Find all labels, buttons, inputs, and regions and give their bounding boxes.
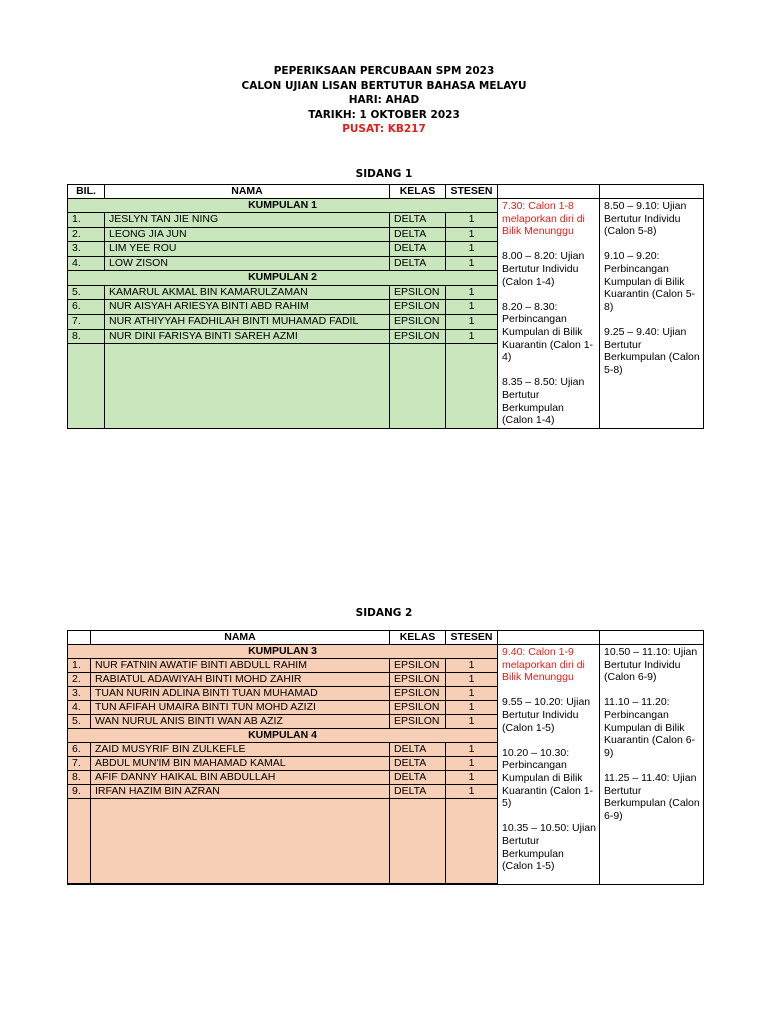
- row-stesen: 1: [446, 771, 498, 785]
- row-kelas: DELTA: [390, 771, 446, 785]
- schedule-item: 9.25 – 9.40: Ujian Bertutur Berkumpulan (Calon 5-8): [604, 325, 700, 376]
- header-kelas: KELAS: [390, 185, 446, 199]
- schedule-cell: [600, 645, 704, 885]
- row-nama: RABIATUL ADAWIYAH BINTI MOHD ZAHIR: [91, 673, 390, 687]
- row-nama: WAN NURUL ANIS BINTI WAN AB AZIZ: [91, 715, 390, 729]
- header-blank-a: [498, 185, 600, 199]
- empty-cell: [68, 343, 105, 428]
- row-bil: 1.: [68, 659, 91, 673]
- row-stesen: 1: [446, 300, 498, 315]
- row-stesen: 1: [446, 701, 498, 715]
- header-stesen: STESEN: [446, 631, 498, 645]
- row-nama: NUR DINI FARISYA BINTI SAREH AZMI: [105, 329, 390, 343]
- empty-cell: [390, 884, 446, 885]
- schedule-item: 9.55 – 10.20: Ujian Bertutur Individu (Calon 1-5): [502, 696, 591, 734]
- row-bil: 5.: [68, 285, 105, 300]
- row-bil: 1.: [68, 213, 105, 228]
- header-exam-title: PEPERIKSAAN PERCUBAAN SPM 2023: [273, 65, 495, 77]
- row-kelas: EPSILON: [390, 300, 446, 315]
- schedule-cell: [600, 199, 704, 429]
- row-bil: 5.: [68, 715, 91, 729]
- header-bil: BIL.: [68, 185, 105, 199]
- empty-cell: [446, 343, 498, 428]
- row-bil: 3.: [68, 242, 105, 257]
- row-stesen: 1: [446, 687, 498, 701]
- row-stesen: 1: [446, 213, 498, 228]
- empty-cell: [446, 884, 498, 885]
- empty-cell: [390, 343, 446, 428]
- row-nama: AFIF DANNY HAIKAL BIN ABDULLAH: [91, 771, 390, 785]
- row-nama: NUR FATNIN AWATIF BINTI ABDULL RAHIM: [91, 659, 390, 673]
- schedule-item: 7.30: Calon 1-8 melaporkan diri di Bilik Menunggu: [502, 200, 585, 238]
- row-kelas: EPSILON: [390, 701, 446, 715]
- row-stesen: 1: [446, 242, 498, 257]
- row-bil: 3.: [68, 687, 91, 701]
- row-kelas: DELTA: [390, 242, 446, 257]
- row-kelas: DELTA: [390, 256, 446, 271]
- header-blank-a: [498, 631, 600, 645]
- row-bil: 2.: [68, 673, 91, 687]
- row-kelas: EPSILON: [390, 285, 446, 300]
- row-nama: NUR AISYAH ARIESYA BINTI ABD RAHIM: [105, 300, 390, 315]
- row-stesen: 1: [446, 757, 498, 771]
- empty-cell: [105, 343, 390, 428]
- row-nama: JESLYN TAN JIE NING: [105, 213, 390, 228]
- row-bil: 4.: [68, 256, 105, 271]
- schedule-item: 10.20 – 10.30: Perbincangan Kumpulan di Bilik Kuarantin (Calon 1-5): [502, 746, 594, 810]
- row-nama: TUAN NURIN ADLINA BINTI TUAN MUHAMAD: [91, 687, 390, 701]
- row-nama: TUN AFIFAH UMAIRA BINTI TUN MOHD AZIZI: [91, 701, 390, 715]
- empty-cell: [68, 884, 91, 885]
- schedule-item: 8.20 – 8.30: Perbincangan Kumpulan di Bilik Kuarantin (Calon 1-4): [502, 300, 594, 364]
- sidang2-table: [67, 630, 704, 885]
- row-stesen: 1: [446, 227, 498, 242]
- row-nama: LIM YEE ROU: [105, 242, 390, 257]
- header-date: TARIKH: 1 OKTOBER 2023: [308, 108, 460, 121]
- row-kelas: EPSILON: [390, 329, 446, 343]
- row-bil: 8.: [68, 771, 91, 785]
- row-nama: ABDUL MUN'IM BIN MAHAMAD KAMAL: [91, 757, 390, 771]
- row-kelas: DELTA: [390, 743, 446, 757]
- row-stesen: 1: [446, 329, 498, 343]
- row-kelas: EPSILON: [390, 673, 446, 687]
- header-subject: CALON UJIAN LISAN BERTUTUR BAHASA MELAYU: [241, 79, 527, 92]
- row-kelas: EPSILON: [390, 687, 446, 701]
- row-kelas: EPSILON: [390, 659, 446, 673]
- schedule-item: 10.35 – 10.50: Ujian Bertutur Berkumpulan (Calon 1-5): [502, 822, 596, 873]
- row-nama: LOW ZISON: [105, 256, 390, 271]
- row-nama: IRFAN HAZIM BIN AZRAN: [91, 785, 390, 799]
- row-bil: 8.: [68, 329, 105, 343]
- schedule-item: 9.10 – 9.20: Perbincangan Kumpulan di Bilik Kuarantin (Calon 5-8): [604, 250, 696, 313]
- header-centre: PUSAT: KB217: [342, 123, 426, 135]
- header-stesen: STESEN: [446, 185, 498, 199]
- sidang1-title: SIDANG 1: [355, 168, 413, 180]
- row-bil: 2.: [68, 227, 105, 242]
- row-kelas: EPSILON: [390, 715, 446, 729]
- schedule-item: 9.40: Calon 1-9 melaporkan diri di Bilik Menunggu: [502, 646, 585, 684]
- group-label: KUMPULAN 3: [68, 645, 498, 659]
- row-nama: NUR ATHIYYAH FADHILAH BINTI MUHAMAD FADIL: [105, 315, 390, 330]
- header-nama: NAMA: [91, 631, 390, 645]
- row-bil: 4.: [68, 701, 91, 715]
- row-bil: 7.: [68, 757, 91, 771]
- row-stesen: 1: [446, 715, 498, 729]
- schedule-item: 8.35 – 8.50: Ujian Bertutur Berkumpulan (Calon 1-4): [502, 376, 585, 427]
- schedule-cell: [498, 645, 600, 885]
- row-bil: 6.: [68, 743, 91, 757]
- sidang1-table: [67, 184, 704, 429]
- schedule-item: 8.50 – 9.10: Ujian Bertutur Individu (Calon 5-8): [604, 200, 687, 238]
- row-nama: ZAID MUSYRIF BIN ZULKEFLE: [91, 743, 390, 757]
- row-bil: 7.: [68, 315, 105, 330]
- row-stesen: 1: [446, 315, 498, 330]
- empty-cell: [68, 799, 91, 884]
- row-bil: 9.: [68, 785, 91, 799]
- schedule-item: 8.00 – 8.20: Ujian Bertutur Individu (Calon 1-4): [502, 250, 585, 288]
- header-nama: NAMA: [105, 185, 390, 199]
- header-kelas: KELAS: [390, 631, 446, 645]
- schedule-item: 10.50 – 11.10: Ujian Bertutur Individu (Calon 6-9): [604, 646, 698, 684]
- empty-cell: [446, 799, 498, 884]
- empty-cell: [91, 884, 390, 885]
- row-kelas: DELTA: [390, 785, 446, 799]
- group-label: KUMPULAN 1: [68, 199, 498, 213]
- group-label: KUMPULAN 2: [68, 271, 498, 286]
- empty-cell: [390, 799, 446, 884]
- row-stesen: 1: [446, 285, 498, 300]
- group-label: KUMPULAN 4: [68, 729, 498, 743]
- row-stesen: 1: [446, 785, 498, 799]
- row-stesen: 1: [446, 256, 498, 271]
- row-bil: 6.: [68, 300, 105, 315]
- row-nama: LEONG JIA JUN: [105, 227, 390, 242]
- schedule-item: 11.25 – 11.40: Ujian Bertutur Berkumpulan (Calon 6-9): [604, 771, 700, 822]
- row-stesen: 1: [446, 659, 498, 673]
- header-blank-b: [600, 185, 704, 199]
- schedule-cell: [498, 199, 600, 429]
- empty-cell: [91, 799, 390, 884]
- row-stesen: 1: [446, 673, 498, 687]
- row-kelas: DELTA: [390, 213, 446, 228]
- row-kelas: EPSILON: [390, 315, 446, 330]
- header-bil: [68, 631, 91, 645]
- sidang2-title: SIDANG 2: [355, 607, 413, 619]
- schedule-item: 11.10 – 11.20: Perbincangan Kumpulan di Bilik Kuarantin (Calon 6-9): [604, 696, 696, 759]
- document-header: [0, 64, 768, 137]
- row-kelas: DELTA: [390, 227, 446, 242]
- row-nama: KAMARUL AKMAL BIN KAMARULZAMAN: [105, 285, 390, 300]
- row-stesen: 1: [446, 743, 498, 757]
- header-blank-b: [600, 631, 704, 645]
- header-day: HARI: AHAD: [348, 94, 420, 106]
- row-kelas: DELTA: [390, 757, 446, 771]
